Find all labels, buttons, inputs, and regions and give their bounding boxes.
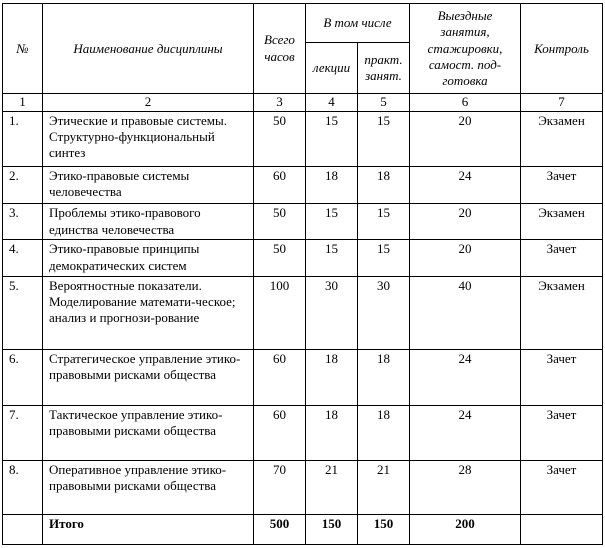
total-hours: 50 — [254, 204, 306, 240]
column-number: 6 — [410, 94, 521, 112]
column-number: 7 — [521, 94, 603, 112]
control-type: Экзамен — [521, 276, 603, 349]
column-number: 2 — [43, 94, 254, 112]
total-hours: 50 — [254, 240, 306, 277]
table-row — [3, 276, 603, 349]
practice-hours: 15 — [358, 111, 410, 166]
column-number: 5 — [358, 94, 410, 112]
table-row — [3, 349, 603, 405]
discipline-name: Этические и правовые системы. Структурно-функциональный синтез — [43, 111, 254, 166]
header-practice: практ. занят. — [358, 42, 410, 94]
lecture-hours: 15 — [306, 240, 358, 277]
practice-hours: 15 — [358, 204, 410, 240]
field-hours: 20 — [410, 204, 521, 240]
row-number: 2. — [3, 166, 43, 204]
column-number-row — [3, 94, 603, 112]
table-row — [3, 405, 603, 460]
row-number: 3. — [3, 204, 43, 240]
totals-label: Итого — [43, 515, 254, 545]
field-hours: 24 — [410, 349, 521, 405]
header-total-hours: Всего часов — [254, 4, 306, 94]
practice-hours: 15 — [358, 240, 410, 277]
total-hours: 100 — [254, 276, 306, 349]
column-number: 1 — [3, 94, 43, 112]
lecture-hours: 15 — [306, 204, 358, 240]
totals-practice-hours: 150 — [358, 515, 410, 545]
lecture-hours: 18 — [306, 405, 358, 460]
control-type: Зачет — [521, 240, 603, 277]
practice-hours: 21 — [358, 460, 410, 515]
table-body — [3, 4, 603, 545]
totals-empty-cell — [3, 515, 43, 545]
discipline-name: Оперативное управление этико-правовыми рисками общества — [43, 460, 254, 515]
control-type: Экзамен — [521, 204, 603, 240]
row-number: 6. — [3, 349, 43, 405]
field-hours: 40 — [410, 276, 521, 349]
total-hours: 50 — [254, 111, 306, 166]
total-hours: 70 — [254, 460, 306, 515]
practice-hours: 18 — [358, 166, 410, 204]
row-number: 1. — [3, 111, 43, 166]
discipline-name: Вероятностные показатели. Моделирование математи-ческое; анализ и прогнози-рование — [43, 276, 254, 349]
totals-field-hours: 200 — [410, 515, 521, 545]
totals-control-empty — [521, 515, 603, 545]
header-control: Контроль — [521, 4, 603, 94]
row-number: 8. — [3, 460, 43, 515]
header-discipline-name: Наименование дисциплины — [43, 4, 254, 94]
practice-hours: 18 — [358, 349, 410, 405]
totals-row — [3, 515, 603, 545]
discipline-name: Этико-правовые системы человечества — [43, 166, 254, 204]
field-hours: 28 — [410, 460, 521, 515]
field-hours: 20 — [410, 111, 521, 166]
row-number: 7. — [3, 405, 43, 460]
header-row-top — [3, 4, 603, 43]
table-row — [3, 111, 603, 166]
total-hours: 60 — [254, 349, 306, 405]
total-hours: 60 — [254, 405, 306, 460]
totals-lecture-hours: 150 — [306, 515, 358, 545]
practice-hours: 30 — [358, 276, 410, 349]
lecture-hours: 15 — [306, 111, 358, 166]
table-row — [3, 240, 603, 277]
control-type: Зачет — [521, 460, 603, 515]
discipline-name: Стратегическое управление этико-правовыми рисками общества — [43, 349, 254, 405]
header-lectures: лекции — [306, 42, 358, 94]
column-number: 3 — [254, 94, 306, 112]
field-hours: 24 — [410, 405, 521, 460]
discipline-name: Этико-правовые принципы демократических систем — [43, 240, 254, 277]
control-type: Зачет — [521, 166, 603, 204]
lecture-hours: 30 — [306, 276, 358, 349]
table-row — [3, 166, 603, 204]
column-number: 4 — [306, 94, 358, 112]
field-hours: 24 — [410, 166, 521, 204]
header-number: № — [3, 4, 43, 94]
control-type: Зачет — [521, 349, 603, 405]
row-number: 4. — [3, 240, 43, 277]
discipline-name: Тактическое управление этико-правовыми рисками общества — [43, 405, 254, 460]
control-type: Экзамен — [521, 111, 603, 166]
table-row — [3, 460, 603, 515]
lecture-hours: 21 — [306, 460, 358, 515]
practice-hours: 18 — [358, 405, 410, 460]
control-type: Зачет — [521, 405, 603, 460]
field-hours: 20 — [410, 240, 521, 277]
lecture-hours: 18 — [306, 349, 358, 405]
totals-total-hours: 500 — [254, 515, 306, 545]
header-field-sessions: Выездные занятия, стажировки, самост. под-готовка — [410, 4, 521, 94]
lecture-hours: 18 — [306, 166, 358, 204]
table-row — [3, 204, 603, 240]
total-hours: 60 — [254, 166, 306, 204]
header-including: В том числе — [306, 4, 410, 43]
curriculum-table — [2, 3, 603, 545]
row-number: 5. — [3, 276, 43, 349]
discipline-name: Проблемы этико-правового единства человечества — [43, 204, 254, 240]
